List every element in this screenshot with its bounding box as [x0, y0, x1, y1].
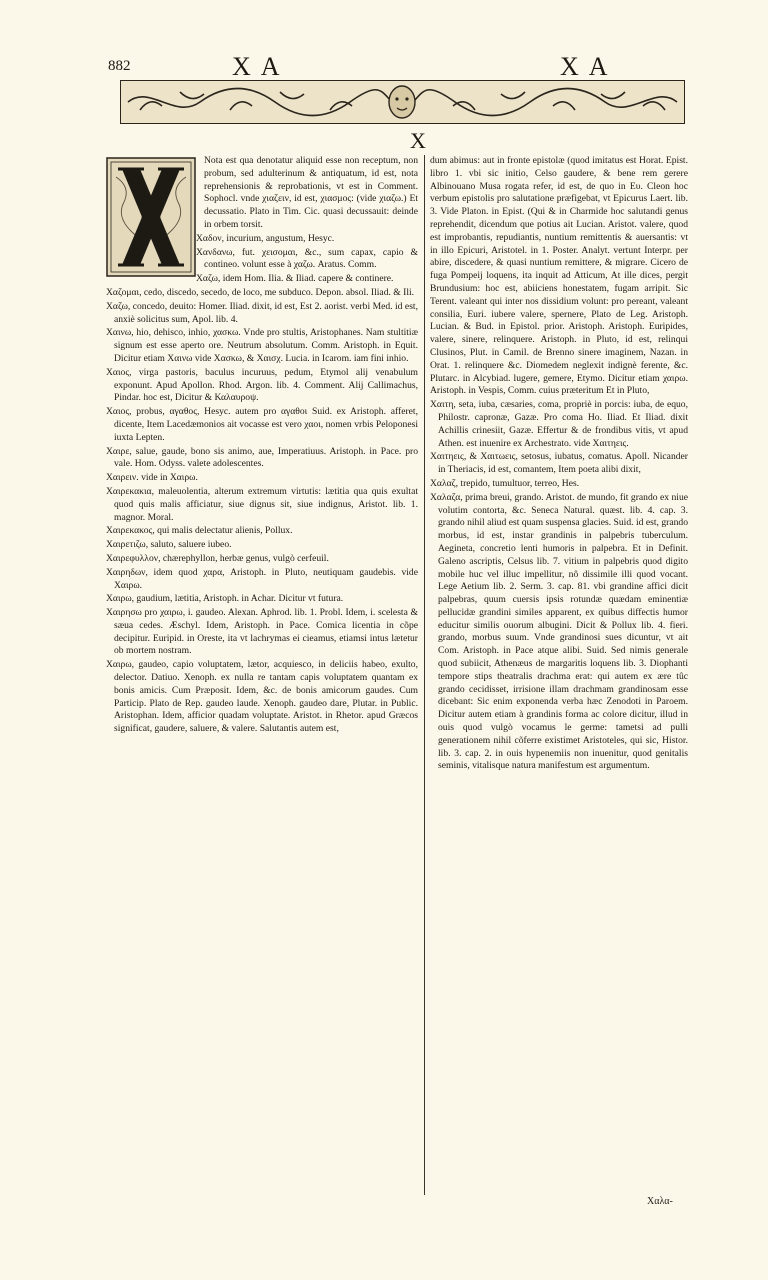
right-column [430, 155, 688, 774]
entry: Χαινω, hio, dehisco, inhio, χασκω. Vnde pro stultis, Aristophanes. Nam stultitiæ signum est esse aperto ore. Neutrum absolutum. Comm. Aristoph. in Equit. Dicitur etiam Χαινω vide Χασκω, & Χαισχ. Lucia. in Icarom. iam fini inhio. [106, 327, 418, 364]
entry: Χαιτη, seta, iuba, cæsaries, coma, propriè in porcis: iuba, de equo, Philostr. capronæ, Gazæ. Pro coma Ho. Iliad. Et Iliad. dixit Achillis crinesiit, Gazæ. Effertur & de frondibus vitis, vt apud Athen. est inuenire ex Archestrato. vide Χαιτηεις. [430, 399, 688, 449]
entry: Χαιος, probus, αγαθος, Hesyc. autem pro αγαθοι Suid. ex Aristoph. afferet, dicente, Item Lacedæmonios ait vocasse est vero χαοι, nomen vrbis Peloponesi iuxta Lepten. [106, 406, 418, 443]
entry: Χαιρεφυλλον, chærephyllon, herbæ genus, vulgò cerfeuil. [106, 552, 329, 564]
entry: Χαιρω, gaudium, lætitia, Aristoph. in Achar. Dicitur vt futura. [106, 593, 344, 605]
entry: Χαιρειν. vide in Χαιρω. [106, 472, 198, 484]
entry: Χαδον, incurium, angustum, Hesyc. [196, 232, 335, 244]
ornamental-headband [120, 80, 685, 124]
entry: Χαιρετιζω, saluto, saluere iubeo. [106, 539, 232, 551]
left-column [106, 155, 418, 737]
entry: Χαιρεκακος, qui malis delectatur alienis, Pollux. [106, 525, 293, 537]
entry: Χαιρησω pro χαιρω, i. gaudeo. Alexan. Aphrod. lib. 1. Probl. Idem, i. scelesta & sæua cedes. Æschyl. Idem, Aristoph. in Pace. Comica licentia in cõpe decipitur. Euripid. in Oreste, ita vt lachrymas ei cieamus, etiamsi intus lætetur ob mortem nostram. [106, 607, 418, 657]
section-letter: X [410, 128, 426, 153]
entry: Χαζομαι, cedo, discedo, secedo, de loco, me subduco. Depon. absol. Iliad. & Ili. [106, 286, 415, 298]
entry: Χαζω, concedo, deuito: Homer. Iliad. dixit, id est, Est 2. aorist. verbi Med. id est, anxiè solicitus sum, Apol. lib. 4. [106, 300, 418, 325]
page-number: 882 [108, 58, 131, 74]
entry: Χαλαζ, trepido, tumultuor, terreo, Hes. [430, 477, 580, 489]
column-divider [424, 155, 425, 1195]
entry: Χαιρεκακια, maleuolentia, alterum extremum virtutis: lætitia qua quis exultat quod quis malis afficiatur, siue dignus sit, siue indignus, Aristot. lib. 1. magnor. Moral. [106, 485, 418, 523]
entry-continued: dum abimus: aut in fronte epistolæ (quod imitatus est Horat. Epist. libro 1. vbi sic initio, Celso gaudere, & bene rem gerere Albinouano Musa rogata refer, id est, de quo in Ευ. Cleon hoc verbum epistolis pro salutatione præfigebat, vt Epicurus Laert. lib. 3. Vide Platon. in Epist. (Qui & in Charmide hoc salutandi genus reprehendit, dicendum que potius ait Lucian. Aristot. valere, quod est improbantis, repudiantis, nuntium remittentis & auersantis: vt in illo Epicuri, Aristotel. in 1. Poster. Analyt. vertunt Interpr. per abire, discedere, & quasi nuntium remittere, & migrare. Cicero de fuga Pompeij loquens, ita inquit ad Atticum, At ille dices, pergit Brundusium: hoc est, abiiciens honestatem, fugam arripit. Sic Terent. valeant qui inter nos dissidium volunt: pro pereant, valeant consilia, Euri. iubere valere, spernere, Plato de Leg. Aristoph. Lucian. & Bud. in Epistol. prior. Aristoph. Aristoph. Euripides, valere, sinere, relinquere. Aristoph. in Pluto, id est, relinqui Clusinos, Plut. in Camil. de Brenno sinere imaginem, Nazan. in Orat. 1. relinquere &c. Diomedem neglexit indignè ferente, &c. Plutarc. in Alcybiad. lugere, gemere, Etymo. Dicitur etiam χαιρω. Aristoph. in Vespis, Comm. cuius præteritum Et in Pluto, [430, 155, 688, 397]
entry: Χαλαζα, prima breui, grando. Aristot. de mundo, fit grando ex niue volutim contorta, &c. Seneca Natural. quæst. lib. 4. cap. 3. grando nihil aliud est quam suspensa glacies. Suid. id est, grando morbus, id est, instar grandinis in palpebris tuberculum. Aegineta, concretio lenti humoris in palpebra. Et in Definit. Galeno ascriptis, Celsus lib. 7. vitium in palpebris quod digito mobile huc vel illuc impellitur, nô dissimile illi quod vocant. Lege Aetium lib. 2. Serm. 3. cap. 81. vbi grandine affici dicit palpebras, quum cuersis ipsis rotundæ quædam eminentiæ pellucidæ grandini similes apparent, ex quibus diffectis humor educitur similis ouorum albugini. Dicit & Pollux lib. 4. fieri. grando, morbus suum. Vnde grandinosi sues dicuntur, vt ait Com. Aristoph. in Pace atque alibi. Suid. Sed nimis generale quod subiicit, Athenæus de margaritis loquens lib. 3. Diophanti tempore stips theatralis drachma erat: qui autem ex ære tûc grando cecidisset, irrisione illam drachmam grandinosam esse dicebant: Sic enim exponenda verba hæc Zenodoti in Paroem. Dicitur autem etiam à grandinis forma ac colore dicitur, illud in ouis quod vulgò vocamus le germe: tametsi ad pulli generationem nihil cõferre existimet Aristoteles, qui sic, Histor. lib. 3. cap. 2. in ouis hypenemiis non inuenitur, quod genitalis seminis, vitalisque natura manifestum est argumentum. [430, 491, 688, 772]
entry: Χαιρω, gaudeo, capio voluptatem, lætor, acquiesco, in deliciis habeo, exulto, delector. Datiuo. Xenoph. ex nulla re tantam capis voluptatem quantam ex bonis amicis. Cum Præposit. Idem, &c. de bonis amicorum gaudes. Cum Particip. Plato de Rep. gaudeo laude. Xenoph. gaudeo dare, Plutar. in Public. Aristophan. Idem, afficior quadam voluptate. Aristot. in Rhetor. apud Græcos significat, gaudere, saluere, & valere. Salutantis autem est, [106, 659, 418, 735]
entry-intro: Nota est qua denotatur aliquid esse non receptum, non probum, sed adulterinum & antiquatum, id est, nota reprehensionis & reprobationis, vt est in Comment. Sophocl. vnde χιαζειν, id est, χιασμος: (vide χιαζω.) Et decussatio. Plato in Tim. Cic. quasi decussauit: deinde in orbem torsit. [204, 155, 418, 230]
catchword: Χαλα- [647, 1196, 673, 1207]
entry: Χαιτηεις, & Χαιτωεις, setosus, iubatus, comatus. Apoll. Nicander in Theriacis, id est, comantem, Item poeta alibi dixit, [430, 451, 688, 476]
entry: Χαιρηδων, idem quod χαρα, Aristoph. in Pluto, neutiquam gaudebis. vide Χαιρω. [106, 566, 418, 591]
entry: Χαιος, virga pastoris, baculus incuruus, pedum, Etymol alij venabulum exponunt. Apud Apollon. Rhod. Argon. lib. 4. Comment. Alij Callimachus, Pindar. hoc est, Dicitur & Καλαυροψ. [106, 366, 418, 404]
running-head-left: XA [232, 52, 290, 81]
running-head-right: XA [560, 52, 618, 81]
entry: Χανδανω, fut. χεισομαι, &c., sum capax, capio & contineo. volunt esse à χαζω. Aratus. Comm. [196, 246, 418, 271]
entry: Χαιρε, salue, gaude, bono sis animo, aue, Imperatiuus. Aristoph. in Pace. pro vale. Hom. Odyss. valete adolescentes. [106, 445, 418, 470]
decorated-initial-x [106, 157, 196, 277]
entry: Χαζω, idem Hom. Ilia. & Iliad. capere & continere. [196, 273, 394, 285]
